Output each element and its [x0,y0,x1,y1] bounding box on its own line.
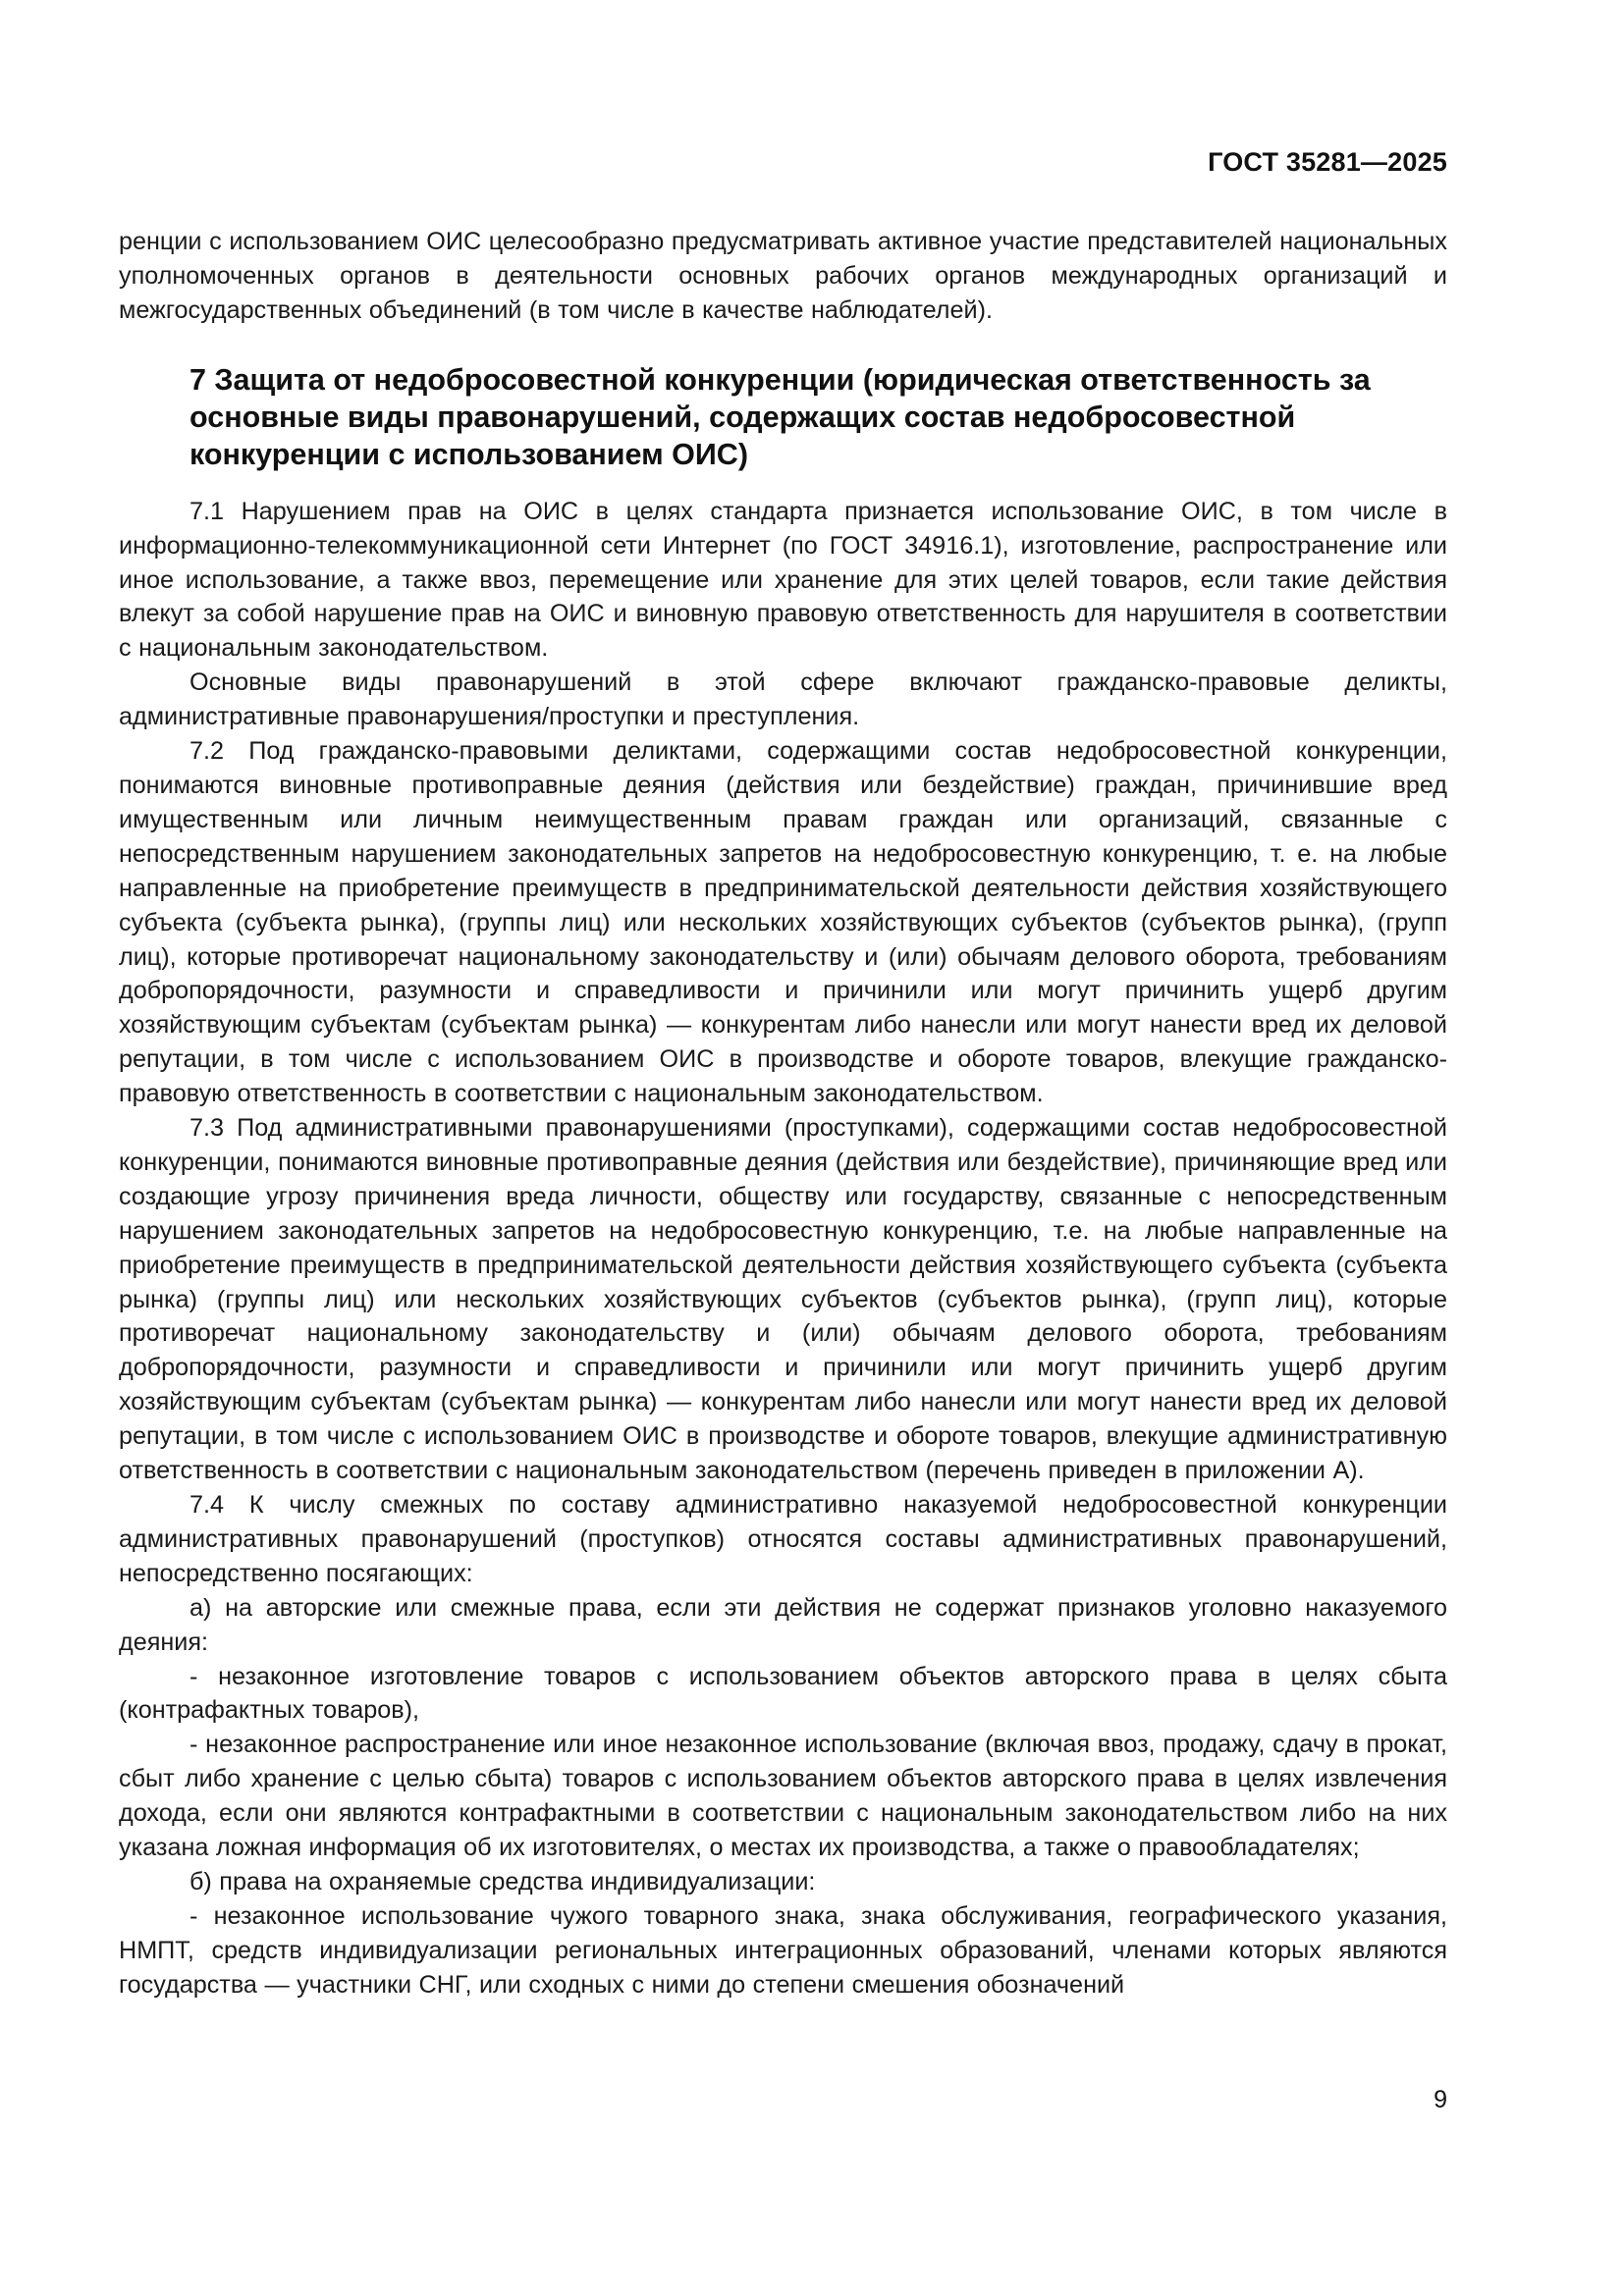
section-heading: 7 Защита от недобросовестной конкуренции (юридическая ответственность за основные виды правонарушений, содержащих состав недобросовестной конкуренции с использованием ОИС) [189,362,1371,471]
list-item-a-dash-1: - незаконное изготовление товаров с использованием объектов авторского права в целях сбыта (контрафактных товаров), [119,1662,1447,1725]
paragraph-7-4: 7.4 К числу смежных по составу административно наказуемой недобросовестной конкуренции административных правонарушений (проступков) относятся составы административных правонарушений, непосредственно посягающих: [119,1491,1447,1587]
list-item-a-dash-2: - незаконное распространение или иное незаконное использование (включая ввоз, продажу, сдачу в прокат, сбыт либо хранение с целью сбыта) товаров с использованием объектов авторского права в целях извлечения дохода, если они являются контрафактными в соответствии с национальным законодательством либо на них указана ложная информация об их изготовителях, о местах их производства, а также о правообладателях; [119,1731,1447,1862]
paragraph-7-2: 7.2 Под гражданско-правовыми деликтами, содержащими состав недобросовестной конкуренции, понимаются виновные противоправные деяния (действия или бездействие) граждан, причинившие вред имущественным или личным неимущественным правам граждан или организаций, связанные с непосредственным нарушением законодательных запретов на недобросовестную конкуренцию, т. е. на любые направленные на приобретение преимуществ в предпринимательской деятельности действия хозяйствующего субъекта (субъекта рынка), (группы лиц) или нескольких хозяйствующих субъектов (субъектов рынка), (групп лиц), которые противоречат национальному законодательству и (или) обычаям делового оборота, требованиям добропорядочности, разумности и справедливости и причинили или могут причинить ущерб другим хозяйствующим субъектам (субъектам рынка) — конкурентам либо нанесли или могут нанести вред их деловой репутации, в том числе с использованием ОИС в производстве и обороте товаров, влекущие гражданско-правовую ответственность в соответствии с национальным законодательством. [119,737,1447,1108]
paragraph-7-1-types: Основные виды правонарушений в этой сфере включают гражданско-правовые деликты, административные правонарушения/проступки и преступления. [119,668,1447,731]
list-item-b: б) права на охраняемые средства индивидуализации: [189,1867,816,1896]
list-item-b-dash-1: - незаконное использование чужого товарного знака, знака обслуживания, географического указания, НМПТ, средств индивидуализации региональных интеграционных образований, членами которых являются государства — участники СНГ, или сходных с ними до степени смешения обозначений [119,1901,1447,1999]
paragraph-7-3: 7.3 Под административными правонарушениями (проступками), содержащими состав недобросовестной конкуренции, понимаются виновные противоправные деяния (действия или бездействие), причиняющие вред или создающие угрозу причинения вреда личности, обществу или государству, связанные с непосредственным нарушением законодательных запретов на недобросовестную конкуренцию, т.е. на любые направленные на приобретение преимуществ в предпринимательской деятельности действия хозяйствующего субъекта (субъекта рынка) (группы лиц) или нескольких хозяйствующих субъектов (субъектов рынка), (групп лиц), которые противоречат национальному законодательству и (или) обычаям делового оборота, требованиям добропорядочности, разумности и справедливости и причинили или могут причинить ущерб другим хозяйствующим субъектам (субъектам рынка) — конкурентам либо нанесли или могут нанести вред их деловой репутации, в том числе с использованием ОИС в производстве и обороте товаров, влекущие административную ответственность в соответствии с национальным законодательством (перечень приведен в приложении А). [119,1114,1447,1485]
page-number: 9 [1434,2086,1447,2113]
document-code-header: ГОСТ 35281—2025 [1208,147,1447,177]
list-item-a: а) на авторские или смежные права, если эти действия не содержат признаков уголовно наказуемого деяния: [119,1593,1447,1656]
paragraph-7-1: 7.1 Нарушением прав на ОИС в целях стандарта признается использование ОИС, в том числе в информационно-телекоммуникационной сети Интернет (по ГОСТ 34916.1), изготовление, распространение или иное использование, а также ввоз, перемещение или хранение для этих целей товаров, если такие действия влекут за собой нарушение прав на ОИС и виновную правовую ответственность для нарушителя в соответствии с национальным законодательством. [119,497,1447,663]
page-content [119,225,1447,2002]
intro-paragraph: ренции с использованием ОИС целесообразно предусматривать активное участие представителей национальных уполномоченных органов в деятельности основных рабочих органов международных организаций и межгосударственных объединений (в том числе в качестве наблюдателей). [119,228,1447,324]
